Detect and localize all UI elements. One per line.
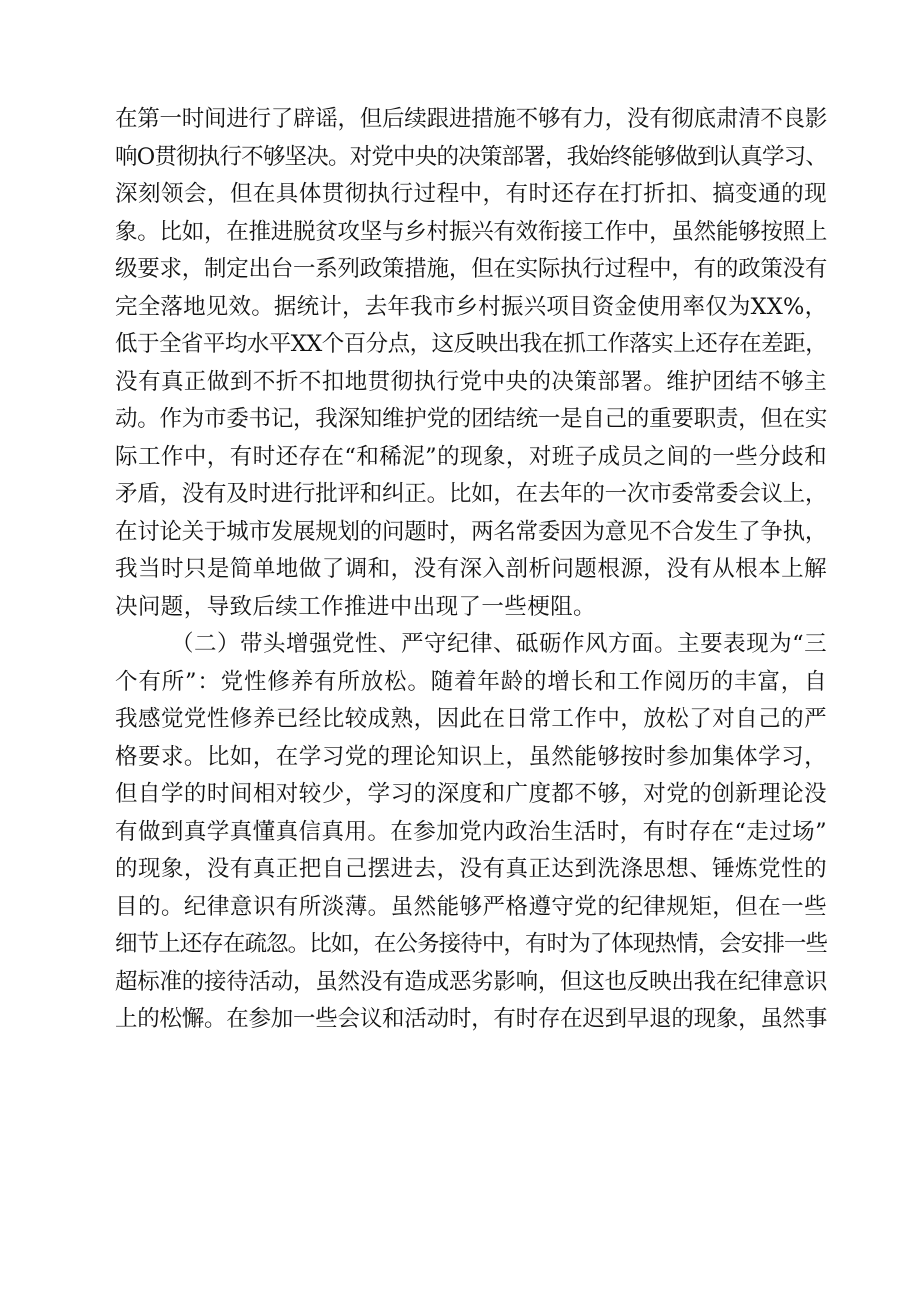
text-line: 深刻领会，但在具体贯彻执行过程中，有时还存在打折扣、搞变通的现 xyxy=(115,181,827,207)
text-line: 动。作为市委书记，我深知维护党的团结统一是自己的重要职责，但在实 xyxy=(115,406,827,432)
text-line: 上的松懈。在参加一些会议和活动时，有时存在迟到早退的现象，虽然事 xyxy=(115,1006,827,1032)
text-line: 级要求，制定出台一系列政策措施，但在实际执行过程中，有的政策没有 xyxy=(115,256,827,282)
text-line: 际工作中，有时还存在“和稀泥”的现象，对班子成员之间的一些分歧和 xyxy=(115,443,827,470)
text-line: 没有真正做到不折不扣地贯彻执行党中央的决策部署。维护团结不够主 xyxy=(115,368,827,395)
text-line: 细节上还存在疏忽。比如，在公务接待中，有时为了体现热情，会安排一些 xyxy=(115,931,827,957)
text-line: 的现象，没有真正把自己摆进去，没有真正达到洗涤思想、锤炼党性的 xyxy=(115,856,827,882)
text-line: 但自学的时间相对较少，学习的深度和广度都不够，对党的创新理论没 xyxy=(115,781,827,807)
section-heading-line: （二）带头增强党性、严守纪律、砥砺作风方面。主要表现为“三 xyxy=(171,631,827,657)
text-line: 个有所”：党性修养有所放松。随着年龄的增长和工作阅历的丰富，自 xyxy=(115,668,827,695)
text-line: 在第一时间进行了辟谣，但后续跟进措施不够有力，没有彻底肃清不良影 xyxy=(115,106,827,132)
text-line: 响O贯彻执行不够坚决。对党中央的决策部署，我始终能够做到认真学习、 xyxy=(115,143,827,170)
body-text xyxy=(115,101,827,1039)
text-line: 低于全省平均水平XX个百分点，这反映出我在抓工作落实上还存在差距， xyxy=(115,331,827,357)
text-line: 完全落地见效。据统计，去年我市乡村振兴项目资金使用率仅为XX%， xyxy=(115,293,827,320)
text-line: 矛盾，没有及时进行批评和纠正。比如，在去年的一次市委常委会议上， xyxy=(115,481,827,507)
text-line: 决问题，导致后续工作推进中出现了一些梗阻。 xyxy=(115,593,596,620)
text-line: 我当时只是简单地做了调和，没有深入剖析问题根源，没有从根本上解 xyxy=(115,556,827,582)
text-line: 超标准的接待活动，虽然没有造成恶劣影响，但这也反映出我在纪律意识 xyxy=(115,968,827,995)
text-line: 我感觉党性修养已经比较成熟，因此在日常工作中，放松了对自己的严 xyxy=(115,706,827,732)
text-line: 格要求。比如，在学习党的理论知识上，虽然能够按时参加集体学习， xyxy=(115,743,827,770)
text-line: 象。比如，在推进脱贫攻坚与乡村振兴有效衔接工作中，虽然能够按照上 xyxy=(115,218,827,245)
text-line: 在讨论关于城市发展规划的问题时，两名常委因为意见不合发生了争执， xyxy=(115,518,827,545)
text-line: 有做到真学真懂真信真用。在参加党内政治生活时，有时存在“走过场” xyxy=(115,818,827,845)
text-line: 目的。纪律意识有所淡薄。虽然能够严格遵守党的纪律规矩，但在一些 xyxy=(115,893,827,920)
